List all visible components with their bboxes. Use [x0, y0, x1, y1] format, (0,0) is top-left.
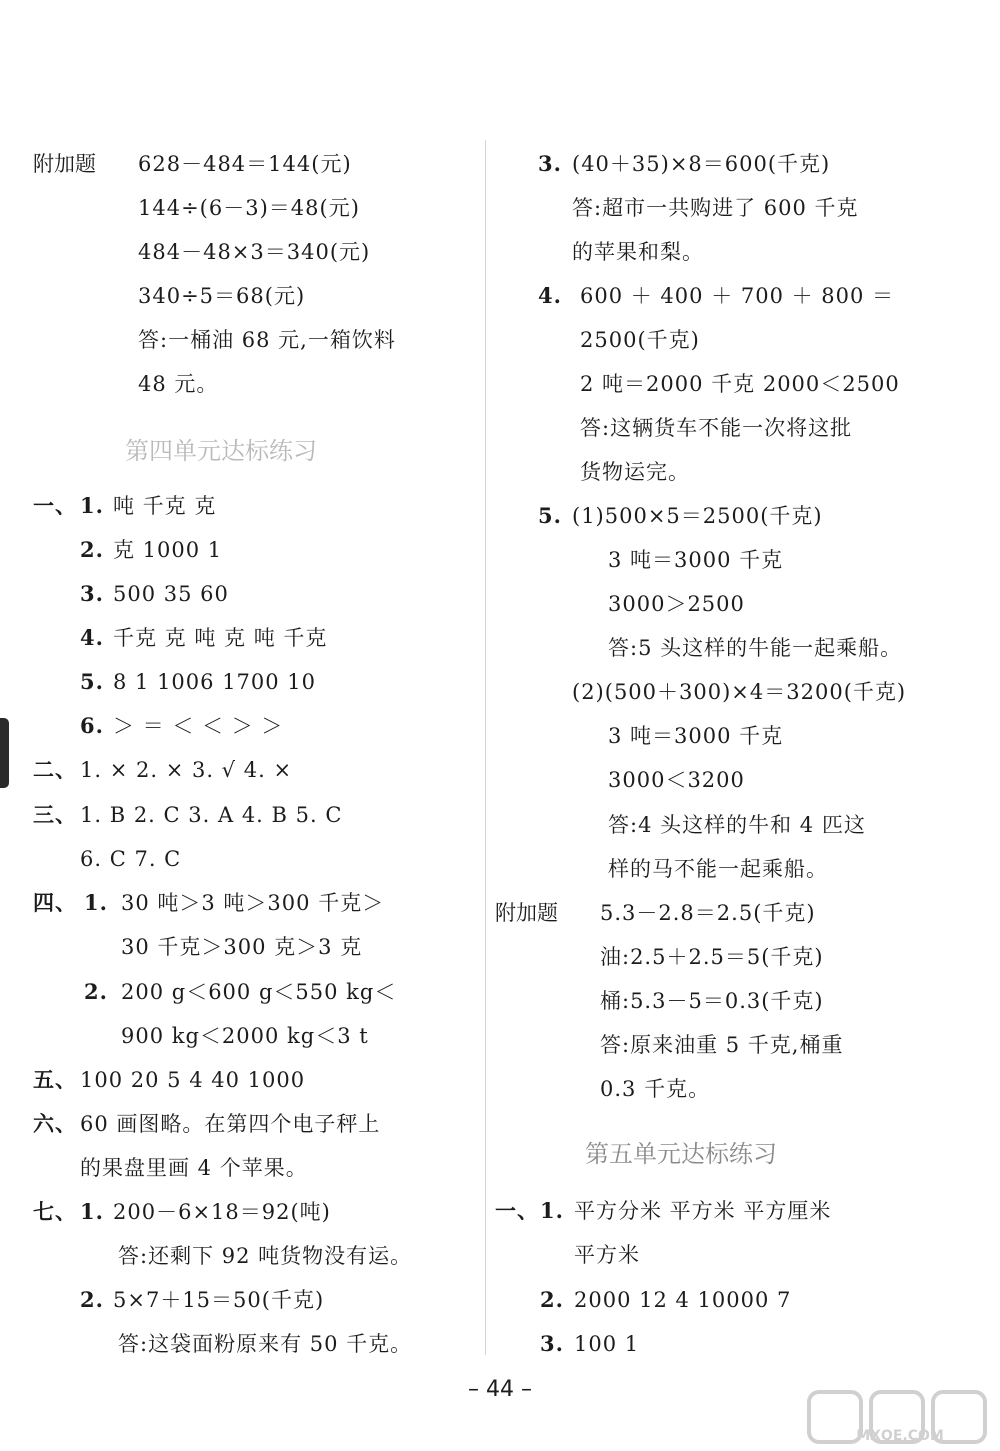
q4-1-line-2: 30 千克＞300 克＞3 克: [121, 935, 363, 959]
q1-item-6-num: 6.: [80, 713, 104, 738]
r-bonus-line-1: 5.3－2.8＝2.5(千克): [600, 901, 816, 925]
q6-answer: 60 画图略。在第四个电子秤上: [80, 1112, 381, 1136]
q4-1-num: 1.: [84, 890, 108, 915]
r-q5-answer-2: 答:4 头这样的牛和 4 匹这: [608, 813, 866, 837]
watermark-logo: [805, 1388, 995, 1446]
q1-item-2-num: 2.: [80, 537, 104, 562]
column-divider: [485, 140, 486, 1355]
q7-1-num: 1.: [80, 1199, 104, 1224]
r-q1-2-num: 2.: [540, 1287, 564, 1312]
q7-prefix: 七、: [33, 1199, 77, 1224]
r-q1-1-line-2: 平方米: [574, 1243, 640, 1267]
bonus-line-4: 340÷5＝68(元): [138, 284, 306, 308]
q3-answers-2: 6. C 7. C: [80, 847, 182, 871]
r-q3-answer-1: 答:超市一共购进了 600 千克: [572, 196, 859, 220]
r-q5-line-6: 3000＜3200: [608, 768, 745, 792]
q2-answers: 1. × 2. × 3. √ 4. ×: [80, 758, 293, 782]
r-q1-2-line: 2000 12 4 10000 7: [574, 1288, 792, 1312]
bonus-line-1: 628－484＝144(元): [138, 152, 352, 176]
r-bonus-answer-1: 答:原来油重 5 千克,桶重: [600, 1033, 844, 1057]
q1-prefix: 一、: [33, 493, 77, 518]
q1-item-2: 克 1000 1: [113, 538, 223, 562]
scan-edge-mark: [0, 718, 9, 788]
q3-prefix: 三、: [33, 802, 77, 827]
q4-prefix: 四、: [33, 890, 77, 915]
q4-2-num: 2.: [84, 979, 108, 1004]
r-q5-num: 5.: [538, 503, 562, 528]
q6-prefix: 六、: [33, 1111, 77, 1136]
q1-item-3: 500 35 60: [113, 582, 229, 606]
r-q1-3-line: 100 1: [574, 1332, 640, 1356]
r-q5-line-3: 3000＞2500: [608, 592, 745, 616]
r-q1-prefix: 一、: [495, 1198, 539, 1223]
r-bonus-answer-2: 0.3 千克。: [600, 1077, 711, 1101]
r-q4-num: 4.: [538, 283, 562, 308]
watermark-text: MXQE.COM: [856, 1428, 944, 1444]
r-q1-3-num: 3.: [540, 1331, 564, 1356]
unit5-section-title: 第五单元达标练习: [585, 1140, 777, 1168]
q4-2-line: 200 g＜600 g＜550 kg＜: [121, 980, 397, 1004]
q2-prefix: 二、: [33, 757, 77, 782]
q1-item-5: 8 1 1006 1700 10: [113, 670, 317, 694]
r-q4-line-2: 2500(千克): [580, 328, 700, 352]
q7-1-line: 200－6×18＝92(吨): [113, 1200, 331, 1224]
r-q5-line-1: (1)500×5＝2500(千克): [572, 504, 823, 528]
r-q5-line-4: (2)(500＋300)×4＝3200(千克): [572, 680, 907, 704]
q5-prefix: 五、: [33, 1067, 77, 1092]
r-bonus-line-3: 桶:5.3－5＝0.3(千克): [600, 989, 824, 1013]
r-q5-answer-3: 样的马不能一起乘船。: [608, 857, 828, 881]
bonus-line-3: 484－48×3＝340(元): [138, 240, 371, 264]
r-q4-answer-2: 货物运完。: [580, 460, 690, 484]
r-q4-line-1: 600 ＋ 400 ＋ 700 ＋ 800 ＝: [580, 284, 895, 308]
q1-item-1-num: 1.: [80, 493, 104, 518]
r-q3-line: (40＋35)×8＝600(千克): [572, 152, 831, 176]
q4-1-line: 30 吨＞3 吨＞300 千克＞: [121, 891, 385, 915]
bonus-label: 附加题: [33, 152, 96, 176]
q1-item-3-num: 3.: [80, 581, 104, 606]
q7-2-num: 2.: [80, 1287, 104, 1312]
r-q3-num: 3.: [538, 151, 562, 176]
r-q3-answer-2: 的苹果和梨。: [572, 240, 704, 264]
r-bonus-label: 附加题: [495, 901, 558, 925]
r-bonus-line-2: 油:2.5＋2.5＝5(千克): [600, 945, 824, 969]
r-q4-line-3: 2 吨＝2000 千克 2000＜2500: [580, 372, 900, 396]
bonus-answer-1: 答:一桶油 68 元,一箱饮料: [138, 328, 396, 352]
r-q5-line-5: 3 吨＝3000 千克: [608, 724, 784, 748]
r-q4-answer-1: 答:这辆货车不能一次将这批: [580, 416, 853, 440]
q7-1-answer: 答:还剩下 92 吨货物没有运。: [118, 1244, 413, 1268]
q4-2-line-2: 900 kg＜2000 kg＜3 t: [121, 1024, 369, 1048]
q7-2-answer: 答:这袋面粉原来有 50 千克。: [118, 1332, 413, 1356]
q1-item-6: ＞ ＝ ＜ ＜ ＞ ＞: [113, 714, 284, 738]
r-q5-line-2: 3 吨＝3000 千克: [608, 548, 784, 572]
unit4-section-title: 第四单元达标练习: [125, 437, 317, 465]
bonus-line-2: 144÷(6－3)＝48(元): [138, 196, 360, 220]
r-q5-answer-1: 答:5 头这样的牛能一起乘船。: [608, 636, 903, 660]
page-number: – 44 –: [468, 1377, 532, 1402]
q1-item-4-num: 4.: [80, 625, 104, 650]
r-q1-1-num: 1.: [540, 1198, 564, 1223]
q1-item-5-num: 5.: [80, 669, 104, 694]
q1-item-4: 千克 克 吨 克 吨 千克: [113, 626, 328, 650]
q6-answer-2: 的果盘里画 4 个苹果。: [80, 1156, 308, 1180]
r-q1-1-line: 平方分米 平方米 平方厘米: [574, 1199, 832, 1223]
q1-item-1: 吨 千克 克: [113, 494, 217, 518]
q3-answers: 1. B 2. C 3. A 4. B 5. C: [80, 803, 343, 827]
bonus-answer-2: 48 元。: [138, 372, 219, 396]
q7-2-line: 5×7＋15＝50(千克): [113, 1288, 325, 1312]
q5-answers: 100 20 5 4 40 1000: [80, 1068, 306, 1092]
